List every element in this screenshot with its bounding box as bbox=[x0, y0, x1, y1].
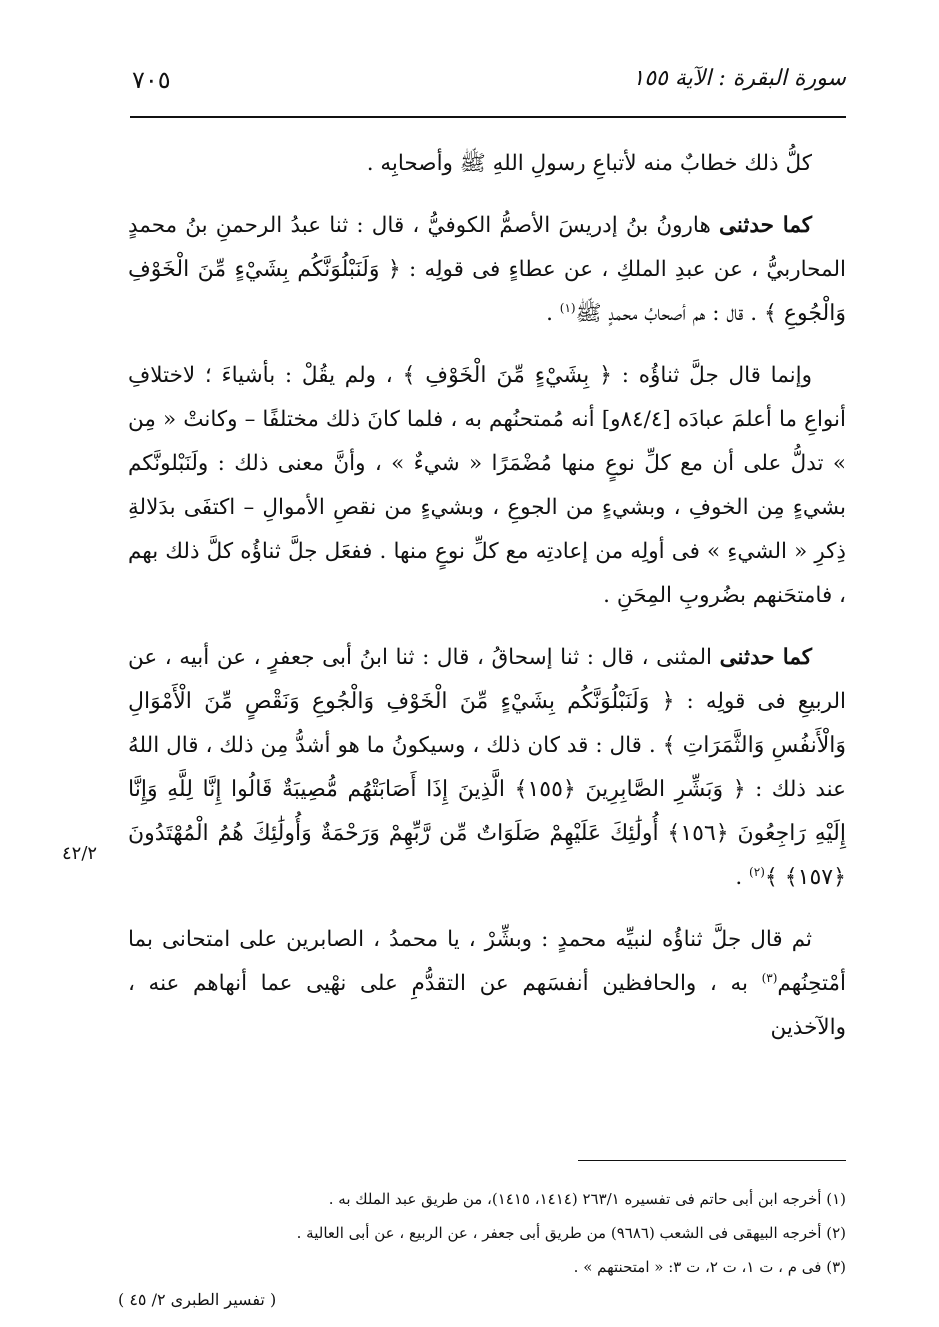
narration-text: . bbox=[546, 301, 560, 326]
quran-quote: ﴿ وَبَشِّرِ الصَّابِرِينَ ﴿١٥٥﴾ الَّذِينَ إِذَا أَصَابَتْهُم مُّصِيبَةٌ قَالُوا إِنَّا لِلَّهِ وَإِنَّا إِلَيْهِ رَاجِعُونَ ﴿١٥٦﴾ أُولَٰئِكَ عَلَيْهِمْ صَلَوَاتٌ مِّن رَّبِّهِمْ وَرَحْمَةٌ وَأُولَٰئِكَ هُمُ الْمُهْتَدُونَ ﴿١٥٧﴾ ﴾ bbox=[128, 777, 846, 890]
quran-quote: ﴿ وَلَنَبْلُوَنَّكُم بِشَيْءٍ مِّنَ الْخَوْفِ وَالْجُوعِ ﴾ bbox=[128, 257, 846, 326]
narration-text: . قال : هم أصحابُ محمدٍ ﷺ bbox=[575, 301, 764, 326]
footnote-marker[interactable]: (٢) bbox=[749, 864, 765, 879]
narration-lead: كما حدثنى bbox=[719, 213, 813, 238]
running-title: سورة البقرة : الآية ١٥٥ bbox=[632, 66, 846, 91]
paragraph-5 bbox=[128, 918, 846, 1050]
narration-text: . bbox=[735, 865, 750, 890]
footnotes bbox=[128, 1182, 846, 1284]
footnote-marker[interactable]: (١) bbox=[559, 300, 576, 315]
page-header bbox=[128, 62, 846, 102]
narration-text: هارونُ بنُ إدريسَ الأصمُّ الكوفيُّ ، قال : ثنا عبدُ الرحمنِ بنُ محمدٍ المحاربيُّ ، عن عبدِ الملكِ ، عن عطاءٍ فى قولِه : bbox=[128, 213, 846, 282]
footnote-3: (٣) فى م ، ت ١، ت ٢، ت ٣: « امتحنتهم » . bbox=[573, 1258, 846, 1276]
footnote-2: (٢) أخرجه البيهقى فى الشعب (٩٦٨٦) من طريق أبى جعفر ، عن الربيع ، عن أبى العالية . bbox=[296, 1224, 846, 1242]
narration-lead: كما حدثنى bbox=[719, 645, 812, 670]
main-text bbox=[128, 142, 846, 1068]
commentary-text: ثم قال جلَّ ثناؤُه لنبيِّه محمدٍ : وبشِّرْ ، يا محمدُ ، الصابرين على امتحانى بما أمْتحِنُهم bbox=[128, 927, 846, 996]
footnote-marker[interactable]: (٣) bbox=[761, 970, 778, 985]
paragraph-2 bbox=[128, 204, 846, 336]
commentary-text: وإنما قال جلَّ ثناؤُه : bbox=[612, 363, 812, 388]
narration-text: . قال : قد كان ذلك ، وسيكونُ ما هو أشدُّ مِن ذلك ، قال اللهُ عند ذلك : bbox=[128, 733, 847, 802]
page-number: ٧٠٥ bbox=[132, 66, 171, 94]
commentary-text: ، ولم يقُلْ : بأشياءَ ؛ لاختلافِ أنواعِ ما أعلمَ عبادَه [٨٤/٤و] أنه مُمتحنُهم به ، فلما كانَ ذلك مختلفًا – وكانتْ « مِن » تدلُّ على أن مع كلِّ نوعٍ منها مُضْمَرًا « شيءٌ » ، وأنَّ معنى ذلك : ولَنَبْلونَّكم بشيءٍ مِن الخوفِ ، وبشيءٍ من الجوعِ ، وبشيءٍ من نقصِ الأموالِ – اكتفَى بدَلالةِ ذِكرِ « الشيءِ » فى أولِه من إعادتِه مع كلِّ نوعٍ منها . ففعَل جلَّ ثناؤُه كلَّ ذلك بهم ، فامتحَنهم بضُروبِ المِحَنِ . bbox=[128, 363, 846, 608]
header-rule bbox=[130, 116, 846, 118]
commentary-text: به ، والحافظين أنفسَهم عن التقدُّمِ على نهْيى عما أنهاهم عنه ، والآخذين bbox=[128, 971, 846, 1040]
footnote-1: (١) أخرجه ابن أبى حاتم فى تفسيره ٢٦٣/١ (١٤١٤، ١٤١٥)، من طريق عبد الملك به . bbox=[328, 1190, 846, 1208]
narration-text: المثنى ، قال : ثنا إسحاقُ ، قال : ثنا ابنُ أبى جعفرٍ ، عن أبيه ، عن الربيعِ فى قولِه : bbox=[128, 645, 846, 714]
paragraph-3 bbox=[128, 354, 846, 618]
edition-reference: ( تفسير الطبرى ٢/ ٤٥ ) bbox=[118, 1290, 277, 1309]
footnote-rule bbox=[578, 1160, 846, 1161]
quran-quote: ﴿ وَلَنَبْلُوَنَّكُم بِشَيْءٍ مِّنَ الْخَوْفِ وَالْجُوعِ وَنَقْصٍ مِّنَ الْأَمْوَالِ وَالْأَنفُسِ وَالثَّمَرَاتِ ﴾ bbox=[128, 689, 847, 758]
quran-quote: ﴿ بِشَيْءٍ مِّنَ الْخَوْفِ ﴾ bbox=[402, 363, 613, 388]
paragraph-1: كلُّ ذلك خطابٌ منه لأتباعِ رسولِ اللهِ ﷺ وأصحابِه . bbox=[366, 151, 812, 176]
margin-reference: ٤٢/٢ bbox=[62, 843, 98, 864]
paragraph-4 bbox=[128, 636, 846, 900]
